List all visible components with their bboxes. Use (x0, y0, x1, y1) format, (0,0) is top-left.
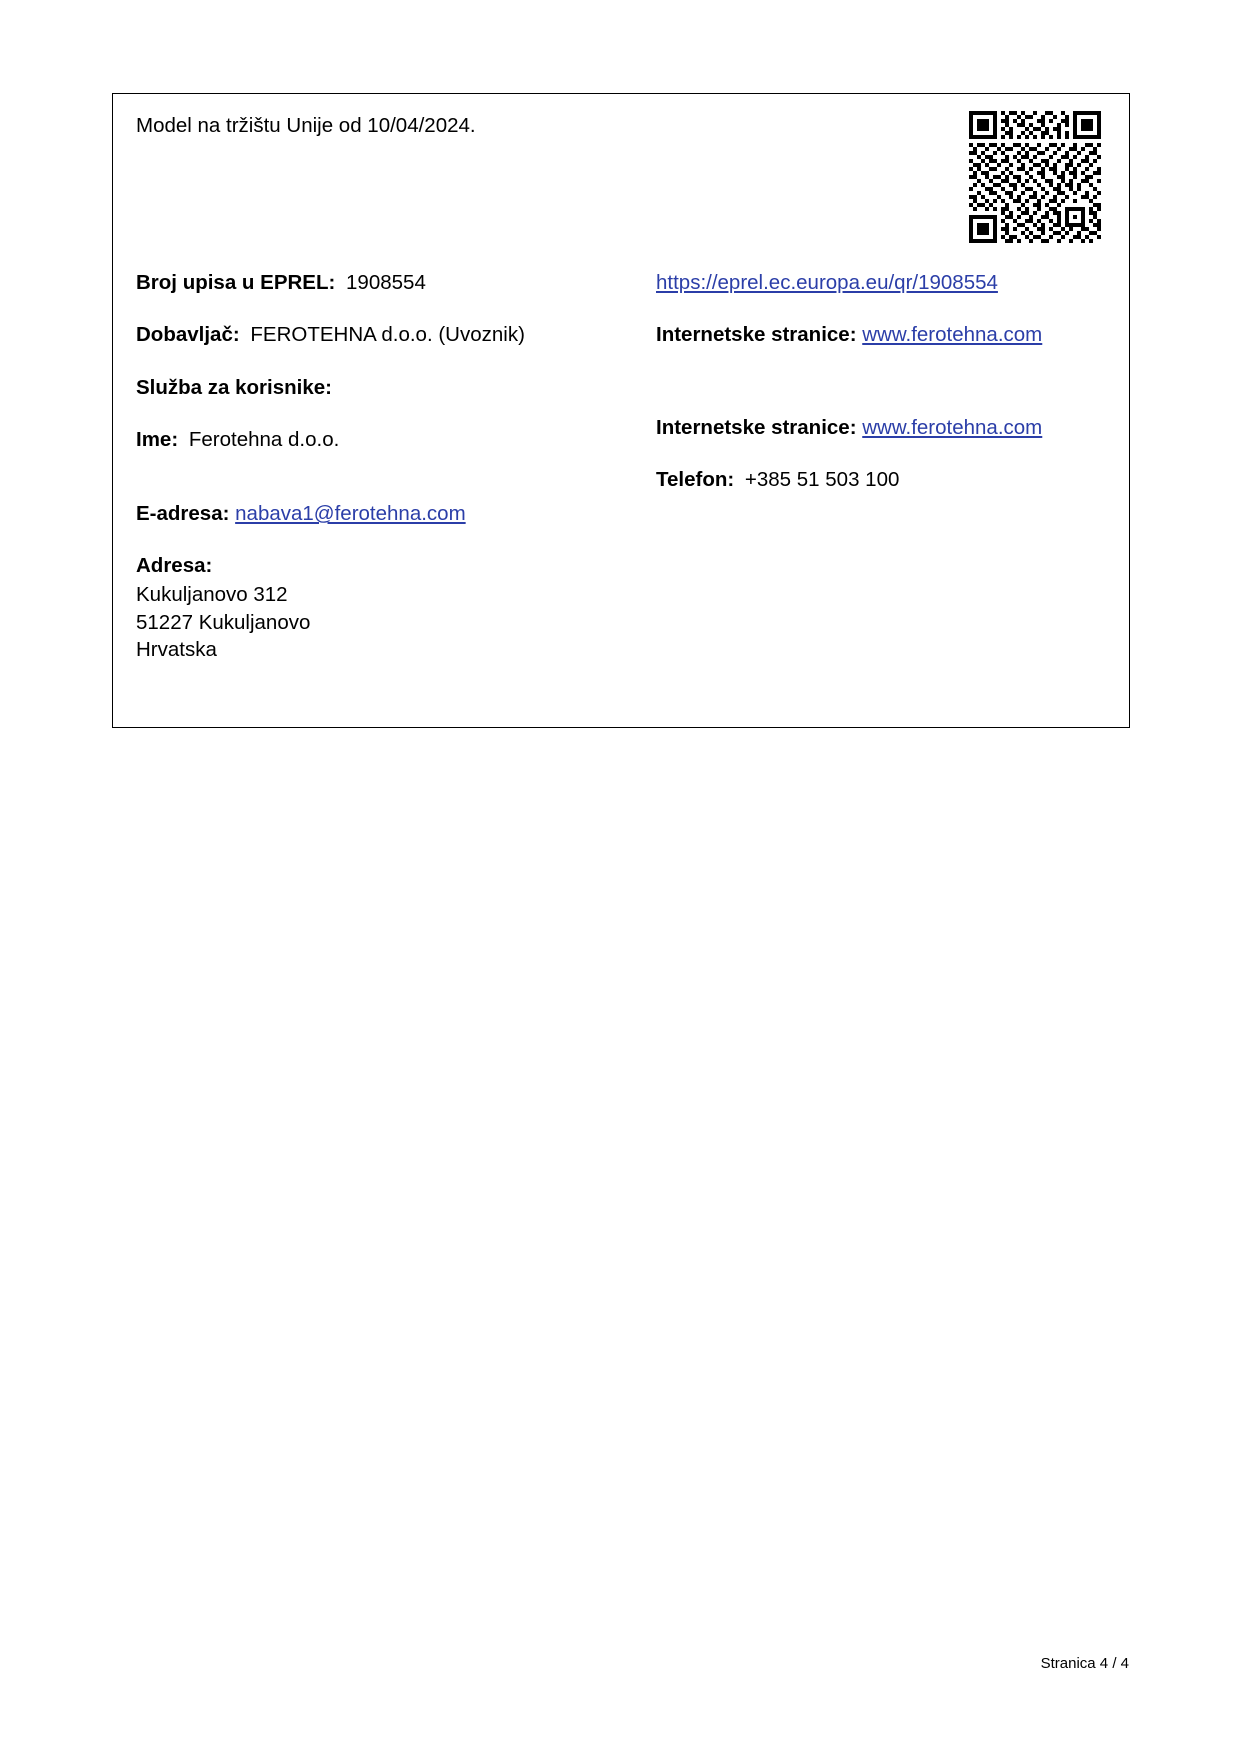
supplier-label: Dobavljač: (136, 323, 240, 347)
supplier-value: FEROTEHNA d.o.o. (Uvoznik) (250, 323, 525, 347)
product-info-box (112, 93, 1130, 728)
eprel-qr-url-link[interactable]: https://eprel.ec.europa.eu/qr/1908554 (656, 271, 998, 294)
eprel-url-row (656, 269, 1101, 297)
phone-row (656, 466, 1101, 494)
website-row-2 (656, 414, 1101, 442)
qr-code-icon[interactable] (969, 111, 1101, 243)
eprel-registration-label: Broj upisa u EPREL: (136, 271, 336, 294)
supplier-details-right-column (656, 269, 1101, 518)
eprel-registration-row (136, 269, 636, 297)
website-link-2[interactable]: www.ferotehna.com (862, 415, 1043, 439)
right-column-spacer (656, 374, 1101, 414)
address-line-1: Kukuljanovo 312 (136, 583, 288, 607)
contact-name-row (136, 426, 636, 454)
eprel-registration-value: 1908554 (346, 271, 426, 294)
phone-value: +385 51 503 100 (744, 467, 900, 491)
email-label: E-adresa: (136, 502, 230, 526)
address-label: Adresa: (136, 554, 213, 578)
contact-name-value: Ferotehna d.o.o. (188, 427, 340, 451)
website-link-1[interactable]: www.ferotehna.com (862, 323, 1043, 347)
market-availability-note: Model na tržištu Unije od 10/04/2024. (136, 114, 476, 137)
qr-code-svg (969, 111, 1101, 243)
email-link[interactable]: nabava1@ferotehna.com (235, 502, 466, 526)
customer-service-heading-row (136, 374, 636, 402)
page-footer: Stranica 4 / 4 (1040, 1655, 1129, 1672)
contact-name-label: Ime: (136, 427, 179, 451)
supplier-details-left-column (136, 269, 636, 663)
customer-service-label: Služba za korisnike: (136, 375, 332, 399)
website-row-1 (656, 321, 1101, 349)
address-block (136, 552, 636, 662)
phone-label: Telefon: (656, 467, 735, 491)
website-label-1: Internetske stranice: (656, 323, 857, 347)
supplier-row (136, 321, 636, 349)
email-row (136, 500, 636, 528)
address-line-3: Hrvatska (136, 637, 217, 661)
website-label-2: Internetske stranice: (656, 415, 857, 439)
address-line-2: 51227 Kukuljanovo (136, 610, 311, 634)
